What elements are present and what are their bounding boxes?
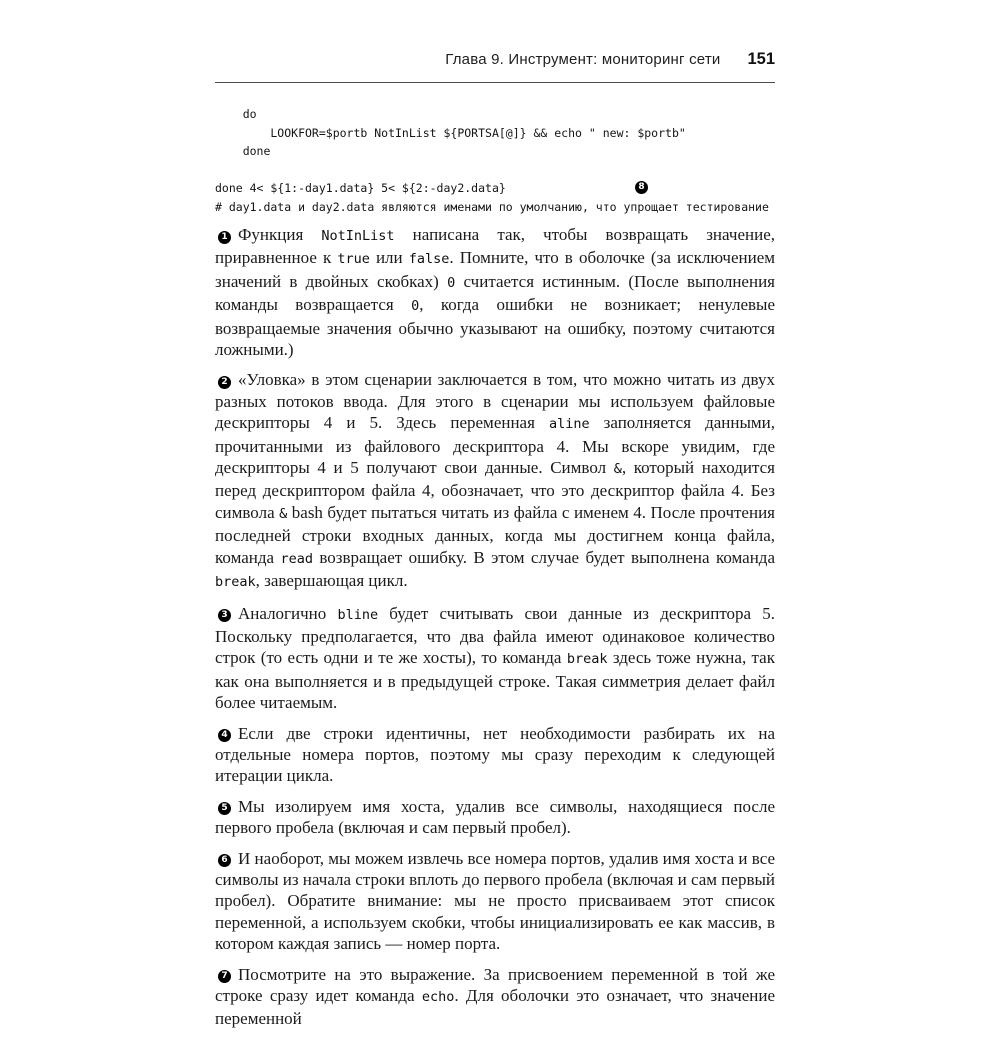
page-number: 151	[747, 50, 775, 68]
annotation-3-text: Аналогично bline будет считывать свои данные из дескриптора 5. Поскольку предполагается, что два файла имеют одинаковое количество строк (то есть одни и те же хосты), то команда break здесь тоже нужна, так как она выполняется и в предыдущей строке. Такая симметрия делает файл более читаемым.	[215, 603, 775, 713]
annotation-2	[215, 369, 775, 593]
page-content	[215, 50, 775, 1039]
annotation-4-text: Если две строки идентичны, нет необходимости разбирать их на отдельные номера портов, поэтому мы сразу переходим к следующей итерации цикла.	[215, 723, 775, 786]
annotation-7-text: Посмотрите на это выражение. За присвоением переменной в той же строке сразу идет команда echo. Для оболочки это означает, что значение переменной	[215, 964, 775, 1029]
annotation-list	[215, 224, 775, 1030]
annotation-4	[215, 723, 775, 787]
annotation-2-text: «Уловка» в этом сценарии заключается в том, что можно читать из двух разных потоков ввода. Для этого в сценарии мы используем файловые дескрипторы 4 и 5. Здесь переменная aline заполняется данными, прочитанными из файлового дескриптора 4. Мы вскоре увидим, где дескрипторы 4 и 5 получают свои данные. Символ &, который находится перед дескриптором файла 4, обозначает, что это дескриптор файла 4. Без символа & bash будет пытаться читать из файла с именем 4. После прочтения последней строки входных данных, когда мы достигнем конца файла, команда read возвращает ошибку. В этом случае будет выполнена команда break, завершающая цикл.	[215, 370, 776, 591]
code-text: # day1.data и day2.data являются именами по умолчанию, что упрощает тестирование	[215, 199, 769, 214]
callout-1-badge: 1	[218, 231, 231, 244]
code-text: do	[215, 107, 257, 121]
callout-2-badge: 2	[218, 376, 231, 389]
code-block	[215, 105, 775, 216]
code-line	[215, 124, 775, 143]
code-text: LOOKFOR=$portb NotInList ${PORTSA[@]} && echo " new: $portb"	[215, 125, 686, 140]
annotation-7	[215, 964, 775, 1030]
annotation-1-text: Функция NotInList написана так, чтобы возвращать значение, приравненное к true или false. Помните, что в оболочке (за исключением значений в двойных скобках) 0 считается истинным. (После выполнения команды возвращается 0, когда ошибки не возникает; ненулевые возвращаемые значения обычно указывают на ошибку, поэтому считаются ложными.)	[215, 225, 776, 360]
code-line	[215, 142, 775, 161]
annotation-1	[215, 224, 775, 360]
page-header	[215, 50, 775, 83]
annotation-5-text: Мы изолируем имя хоста, удалив все символы, находящиеся после первого пробела (включая и сам первый пробел).	[215, 796, 775, 838]
code-text: done	[215, 144, 271, 158]
callout-8-badge: 8	[635, 181, 648, 194]
annotation-6-text: И наоборот, мы можем извлечь все номера портов, удалив имя хоста и все символы из начала строки вплоть до первого пробела (включая и сам первый пробел). Обратите внимание: мы не просто присваиваем этот список переменной, а используем скобки, чтобы инициализировать ее как массив, в котором каждая запись — номер порта.	[215, 848, 775, 954]
code-line-comment	[215, 198, 775, 217]
chapter-title: Глава 9. Инструмент: мониторинг сети	[445, 51, 721, 68]
code-line-blank	[215, 161, 775, 180]
annotation-6	[215, 848, 775, 955]
annotation-5	[215, 796, 775, 839]
code-line	[215, 179, 775, 198]
code-line	[215, 105, 775, 124]
annotation-3	[215, 603, 775, 714]
code-text: done 4< ${1:-day1.data} 5< ${2:-day2.data}	[215, 181, 506, 195]
callout-3-badge: 3	[218, 609, 231, 622]
callout-6-badge: 6	[218, 854, 231, 867]
callout-7-badge: 7	[218, 970, 231, 983]
callout-5-badge: 5	[218, 802, 231, 815]
callout-4-badge: 4	[218, 729, 231, 742]
